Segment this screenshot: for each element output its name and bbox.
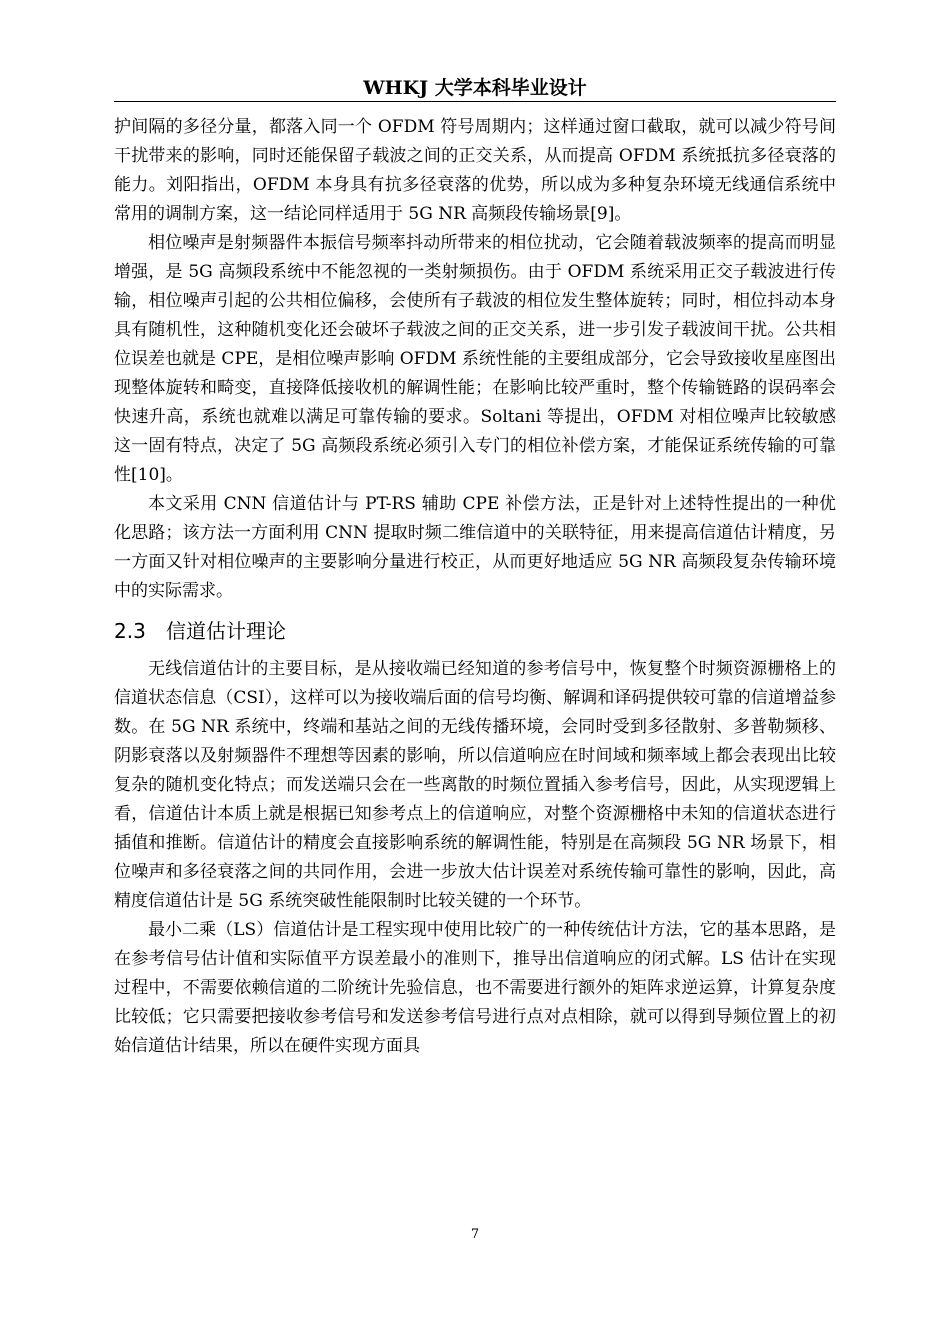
paragraph: 护间隔的多径分量，都落入同一个 OFDM 符号周期内；这样通过窗口截取，就可以减少符号间干扰带来的影响，同时还能保留子载波之间的正交关系，从而提高 OFDM 系统抵抗多径衰落的能力。刘阳指出，OFDM 本身具有抗多径衰落的优势，所以成为多种复杂环境无线通信系统中常用的调制方案，这一结论同样适用于 5G NR 高频段传输场景[9]。 — [114, 117, 836, 224]
page-body — [114, 113, 836, 1061]
page-number: 7 — [470, 1227, 480, 1242]
section-heading — [114, 615, 836, 647]
paragraph: 最小二乘（LS）信道估计是工程实现中使用比较广的一种传统估计方法，它的基本思路，是在参考信号估计值和实际值平方误差最小的准则下，推导出信道响应的闭式解。LS 估计在实现过程中，不需要依赖信道的二阶统计先验信息，也不需要进行额外的矩阵求逆运算，计算复杂度比较低；它只需要把接收参考信号和发送参考信号进行点对点相除，就可以得到导频位置上的初始信道估计结果，所以在硬件实现方面具 — [114, 920, 836, 1056]
section-number: 2.3 — [114, 619, 146, 643]
page-header — [114, 75, 836, 102]
paragraph: 无线信道估计的主要目标，是从接收端已经知道的参考信号中，恢复整个时频资源栅格上的信道状态信息（CSI），这样可以为接收端后面的信号均衡、解调和译码提供较可靠的信道增益参数。在 5G NR 系统中，终端和基站之间的无线传播环境，会同时受到多径散射、多普勒频移、阴影衰落以及射频器件不理想等因素的影响，所以信道响应在时间域和频率域上都会表现出比较复杂的随机变化特点；而发送端只会在一些离散的时频位置插入参考信号，因此，从实现逻辑上看，信道估计本质上就是根据已知参考点上的信道响应，对整个资源栅格中未知的信道状态进行插值和推断。信道估计的精度会直接影响系统的解调性能，特别是在高频段 5G NR 场景下，相位噪声和多径衰落之间的共同作用，会进一步放大估计误差对系统传输可靠性的影响，因此，高精度信道估计是 5G 系统突破性能限制时比较关键的一个环节。 — [114, 659, 836, 911]
paragraph: 本文采用 CNN 信道估计与 PT-RS 辅助 CPE 补偿方法，正是针对上述特性提出的一种优化思路；该方法一方面利用 CNN 提取时频二维信道中的关联特征，用来提高信道估计精度，另一方面又针对相位噪声的主要影响分量进行校正，从而更好地适应 5G NR 高频段复杂传输环境中的实际需求。 — [114, 494, 836, 601]
header-title: WHKJ 大学本科毕业设计 — [363, 77, 587, 99]
paragraph: 相位噪声是射频器件本振信号频率抖动所带来的相位扰动，它会随着载波频率的提高而明显增强，是 5G 高频段系统中不能忽视的一类射频损伤。由于 OFDM 系统采用正交子载波进行传输，相位噪声引起的公共相位偏移，会使所有子载波的相位发生整体旋转；同时，相位抖动本身具有随机性，这种随机变化还会破坏子载波之间的正交关系，进一步引发子载波间干扰。公共相位误差也就是 CPE，是相位噪声影响 OFDM 系统性能的主要组成部分，它会导致接收星座图出现整体旋转和畸变，直接降低接收机的解调性能；在影响比较严重时，整个传输链路的误码率会快速升高，系统也就难以满足可靠传输的要求。Soltani 等提出，OFDM 对相位噪声比较敏感这一固有特点，决定了 5G 高频段系统必须引入专门的相位补偿方案，才能保证系统传输的可靠性[10]。 — [114, 233, 836, 485]
section-title: 信道估计理论 — [166, 619, 286, 643]
